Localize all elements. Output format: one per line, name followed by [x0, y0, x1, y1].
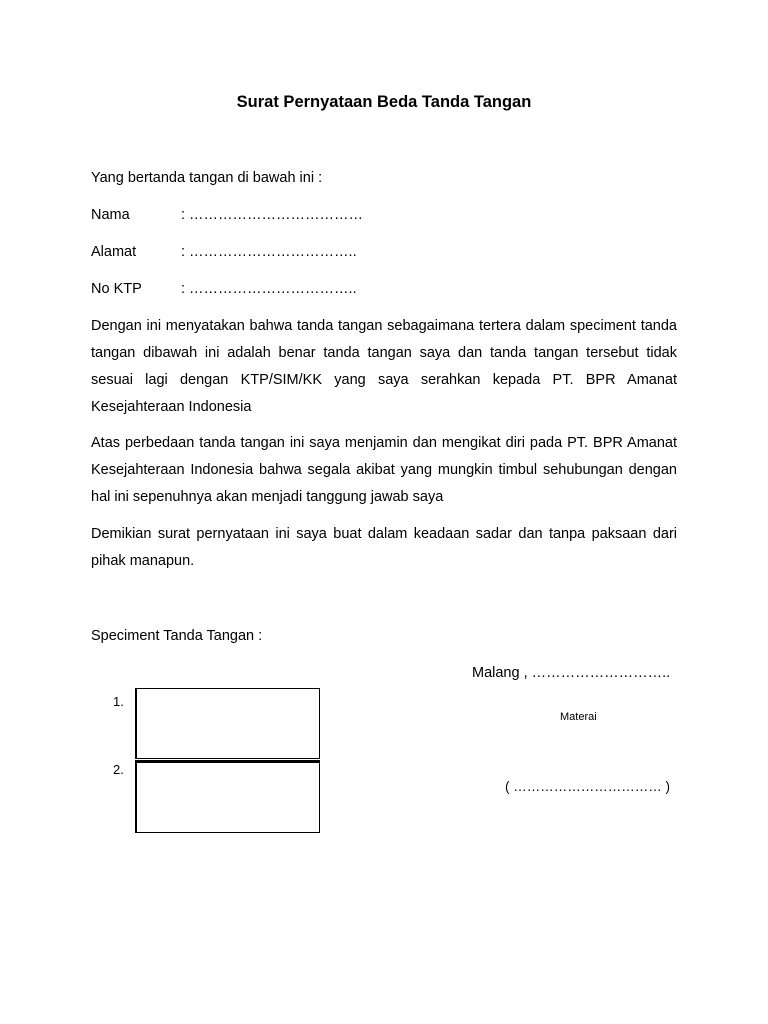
field-alamat-label: Alamat — [91, 244, 137, 260]
place-date: Malang , ……………………….. — [472, 665, 671, 681]
specimen-number-1: 1. — [113, 694, 124, 709]
specimen-box-2 — [135, 760, 320, 833]
specimen-box-1 — [135, 688, 320, 759]
field-no-ktp-value: : …………………………….. — [181, 281, 357, 297]
intro-text: Yang bertanda tangan di bawah ini : — [91, 170, 323, 186]
guarantee-paragraph: Atas perbedaan tanda tangan ini saya menjamin dan mengikat diri pada PT. BPR Amanat Kesejahteraan Indonesia bahwa segala akibat yang mungkin timbul sehubungan dengan hal ini sepenuhnya akan menjadi tanggung jawab saya — [91, 435, 677, 505]
specimen-heading: Speciment Tanda Tangan : — [91, 628, 263, 644]
field-no-ktp — [91, 281, 357, 297]
field-no-ktp-label: No KTP — [91, 281, 142, 297]
statement-paragraph: Dengan ini menyatakan bahwa tanda tangan sebagaimana tertera dalam speciment tanda tangan dibawah ini adalah benar tanda tangan saya dan tanda tangan tersebut tidak sesuai lagi dengan KTP/SIM/KK yang saya serahkan kepada PT. BPR Amanat Kesejahteraan Indonesia — [91, 318, 677, 415]
field-nama-value: : ……………………………… — [181, 207, 364, 223]
field-nama-label: Nama — [91, 207, 130, 223]
materai-label: Materai — [560, 711, 597, 723]
field-alamat — [91, 244, 357, 260]
closing-paragraph: Demikian surat pernyataan ini saya buat dalam keadaan sadar dan tanpa paksaan dari pihak manapun. — [91, 526, 677, 569]
specimen-number-2: 2. — [113, 762, 124, 777]
signature-name-line: ( …………………………… ) — [505, 779, 670, 794]
document-title: Surat Pernyataan Beda Tanda Tangan — [236, 93, 532, 111]
field-nama — [91, 207, 363, 223]
field-alamat-value: : …………………………….. — [181, 244, 357, 260]
